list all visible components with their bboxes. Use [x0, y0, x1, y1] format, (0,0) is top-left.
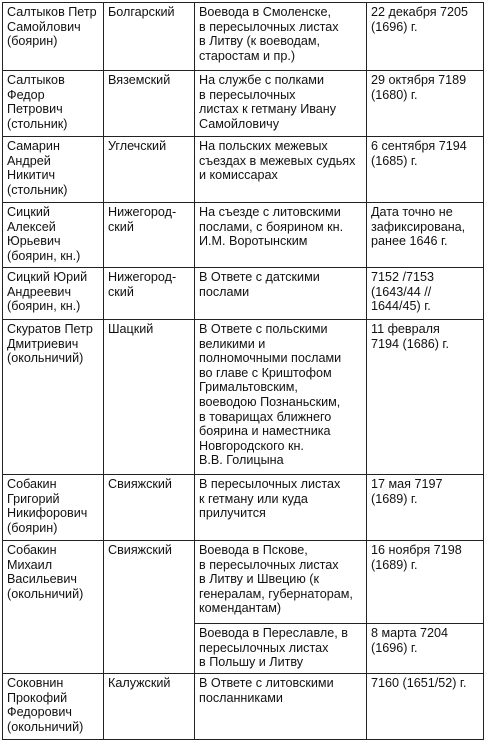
date-cell: 6 сентября 7194 (1685) г.	[367, 137, 484, 203]
person-name-cell: Собакин Михаил Васильевич (окольничий)	[3, 541, 104, 674]
person-name-cell: Сицкий Алексей Юрьевич (боярин, кн.)	[3, 203, 104, 268]
district-cell: Болгарский	[104, 3, 195, 71]
service-cell: На съезде с литовскими послами, с боярином кн. И.М. Воротынским	[195, 203, 367, 268]
person-name-cell: Самарин Андрей Никитич (стольник)	[3, 137, 104, 203]
service-cell: В Ответе с датскими послами	[195, 268, 367, 320]
service-cell: В пересылочных листах к гетману или куда прилучится	[195, 475, 367, 541]
date-cell: 17 мая 7197 (1689) г.	[367, 475, 484, 541]
table-row	[3, 3, 484, 71]
person-name-cell: Сицкий Юрий Андреевич (боярин, кн.)	[3, 268, 104, 320]
table-row	[3, 541, 484, 624]
service-cell: На польских межевых съездах в межевых судьях и комиссарах	[195, 137, 367, 203]
service-cell: На службе с полками в пересылочных листах к гетману Ивану Самойловичу	[195, 71, 367, 137]
district-cell: Свияжский	[104, 475, 195, 541]
date-cell: 11 февраля 7194 (1686) г.	[367, 320, 484, 475]
person-name-cell: Салтыков Петр Самойлович (боярин)	[3, 3, 104, 71]
table-row	[3, 268, 484, 320]
service-cell: Воевода в Смоленске, в пересылочных листах в Литву (к воеводам, старостам и пр.)	[195, 3, 367, 71]
table-row	[3, 137, 484, 203]
service-cell: Воевода в Переславле, в пересылочных листах в Польшу и Литву	[195, 624, 367, 674]
service-cell: Воевода в Пскове, в пересылочных листах в Литву и Швецию (к генералам, губернаторам, комендантам)	[195, 541, 367, 624]
district-cell: Нижегород- ский	[104, 203, 195, 268]
district-cell: Нижегород- ский	[104, 268, 195, 320]
date-cell: Дата точно не зафиксирована, ранее 1646 г.	[367, 203, 484, 268]
date-cell: 7152 /7153 (1643/44 // 1644/45) г.	[367, 268, 484, 320]
table-row	[3, 203, 484, 268]
date-cell: 29 октября 7189 (1680) г.	[367, 71, 484, 137]
date-cell: 7160 (1651/52) г.	[367, 674, 484, 740]
district-cell: Свияжский	[104, 541, 195, 674]
district-cell: Калужский	[104, 674, 195, 740]
person-name-cell: Собакин Григорий Никифорович (боярин)	[3, 475, 104, 541]
district-cell: Шацкий	[104, 320, 195, 475]
district-cell: Вяземский	[104, 71, 195, 137]
date-cell: 16 ноября 7198 (1689) г.	[367, 541, 484, 624]
person-name-cell: Соковнин Прокофий Федорович (окольничий)	[3, 674, 104, 740]
date-cell: 8 марта 7204 (1696) г.	[367, 624, 484, 674]
service-cell: В Ответе с литовскими посланниками	[195, 674, 367, 740]
table-row	[3, 71, 484, 137]
person-name-cell: Салтыков Федор Петрович (стольник)	[3, 71, 104, 137]
table-row	[3, 320, 484, 475]
register-table	[2, 2, 484, 740]
table-row	[3, 674, 484, 740]
district-cell: Углечский	[104, 137, 195, 203]
date-cell: 22 декабря 7205 (1696) г.	[367, 3, 484, 71]
table-row	[3, 475, 484, 541]
service-cell: В Ответе с польскими великими и полномочными послами во главе с Криштофом Гримальтовским, воеводою Познаньским, в товарищах ближнего боярина и наместника Новгородского кн. В.В. Голицына	[195, 320, 367, 475]
person-name-cell: Скуратов Петр Дмитриевич (окольничий)	[3, 320, 104, 475]
